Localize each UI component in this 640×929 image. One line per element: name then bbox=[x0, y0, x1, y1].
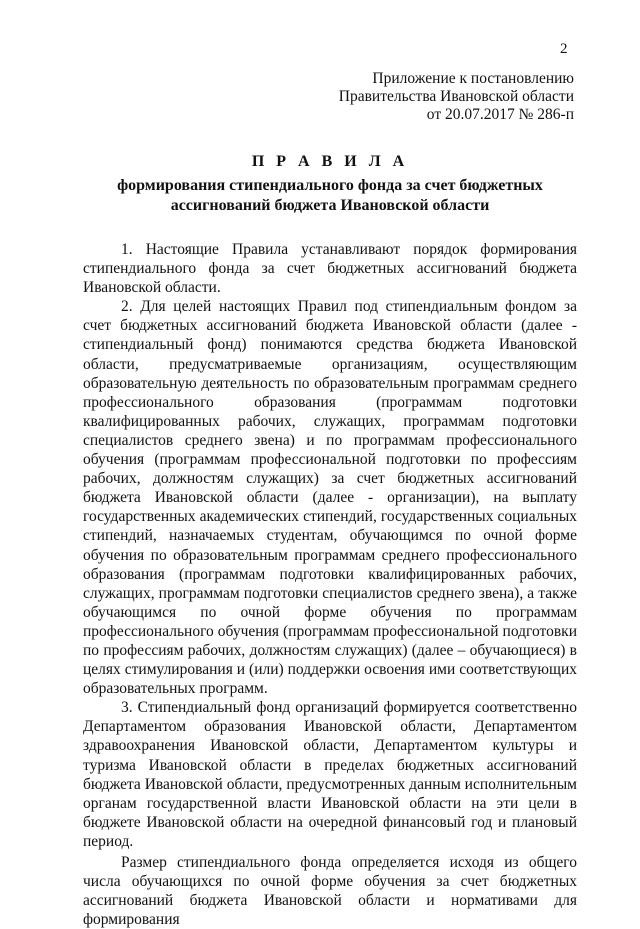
paragraph-2: 2. Для целей настоящих Правил под стипендиальным фондом за счет бюджетных ассигнований бюджета Ивановской области (далее - стипендиальный фонд) понимаются средства бюджета Ивановской области, предусматриваемые организациям, осуществляющим образовательную деятельность по образовательным программам среднего профессионального образования (программам подготовки квалифицированных рабочих, служащих, программам подготовки специалистов среднего звена) и по программам профессионального обучения (программам профессиональной подготовки по профессиям рабочих, должностям служащих) за счет бюджетных ассигнований бюджета Ивановской области (далее - организации), на выплату государственных академических стипендий, государственных социальных стипендий, назначаемых студентам, обучающимся по очной форме обучения по образовательным программам среднего профессионального образования (программам подготовки квалифицированных рабочих, служащих, программам подготовки специалистов среднего звена), а также обучающимся по очной форме обучения по программам профессионального обучения (программам профессиональной подготовки по профессиям рабочих, должностям служащих) (далее – обучающиеся) в целях стимулирования и (или) поддержки освоения ими соответствующих образовательных программ. bbox=[83, 298, 577, 698]
appendix-line-1: Приложение к постановлению bbox=[372, 70, 574, 87]
subtitle-line-1: формирования стипендиального фонда за счет бюджетных bbox=[117, 177, 543, 194]
appendix-line-3: от 20.07.2017 № 286-п bbox=[426, 106, 574, 123]
appendix-line-2: Правительства Ивановской области bbox=[338, 88, 574, 105]
appendix-header bbox=[339, 70, 574, 124]
title-subtitle bbox=[83, 176, 577, 215]
page-number: 2 bbox=[560, 41, 568, 57]
document-title bbox=[83, 152, 577, 215]
paragraph-4: Размер стипендиального фонда определяется исходя из общего числа обучающихся по очной форме обучения за счет бюджетных ассигнований бюджета Ивановской области и нормативами для формирования bbox=[83, 854, 577, 929]
title-heading: П Р А В И Л А bbox=[251, 153, 409, 170]
subtitle-line-2: ассигнований бюджета Ивановской области bbox=[170, 196, 490, 214]
paragraph-3: 3. Стипендиальный фонд организаций формируется соответственно Департаментом образования Ивановской области, Департаментом здравоохранения Ивановской области, Департаментом культуры и туризма Ивановской области в пределах бюджетных ассигнований бюджета Ивановской области, предусмотренных данным исполнительным органам государственной власти Ивановской области на эти цели в бюджете Ивановской области на очередной финансовый год и плановый период. bbox=[83, 699, 577, 850]
paragraph-1: 1. Настоящие Правила устанавливают порядок формирования стипендиального фонда за счет бюджетных ассигнований бюджета Ивановской области. bbox=[83, 241, 577, 297]
document-body bbox=[83, 240, 577, 929]
